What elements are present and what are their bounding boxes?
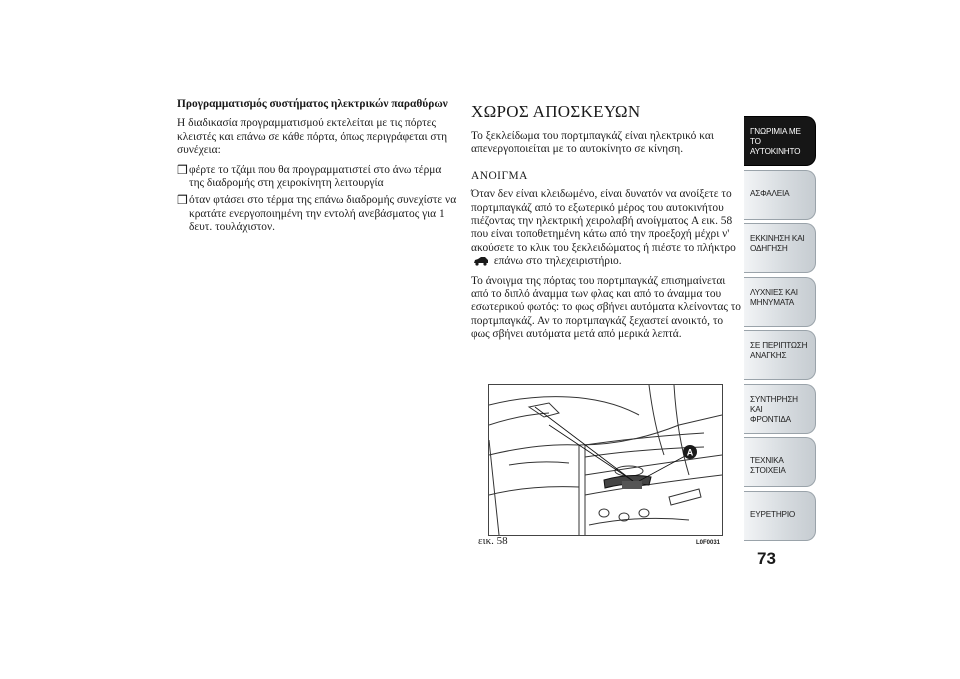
tailgate-drawing	[489, 385, 722, 535]
chapter-tabs	[744, 116, 816, 544]
section-title: ΧΩΡΟΣ ΑΠΟΣΚΕΥΩΝ	[471, 102, 641, 121]
figure-caption: εικ. 58	[478, 535, 508, 547]
tab-safety[interactable]	[744, 170, 816, 220]
tab-technical-data[interactable]	[744, 437, 816, 487]
opening-text-part2: επάνω στο τηλεχειριστήριο.	[493, 255, 622, 268]
tab-label: ΑΣΦΑΛΕΙΑ	[750, 188, 790, 198]
checkbox-bullet-icon: ❒	[177, 162, 188, 177]
tab-label: ΑΥΤΟΚΙΝΗΤΟ	[750, 147, 801, 156]
tab-label: ΜΗΝΥΜΑΤΑ	[750, 297, 795, 307]
checkbox-bullet-icon: ❒	[177, 193, 188, 208]
bullet-text: φέρτε το τζάμι που θα προγραμματιστεί στο άνω τέρμα της διαδρομής στη χειροκίνητη λειτουργία	[189, 163, 442, 190]
luggage-intro: Το ξεκλείδωμα του πορτμπαγκάζ είναι ηλεκτρικό και απενεργοποιείται με το αυτοκίνητο σε κίνηση.	[471, 130, 714, 156]
tab-label: ΣΥΝΤΗΡΗΣΗ ΚΑΙ	[750, 394, 798, 414]
list-item	[177, 164, 459, 191]
tab-label: ΕΥΡΕΤΗΡΙΟ	[750, 509, 796, 519]
list-item	[177, 194, 459, 234]
lights-paragraph: Το άνοιγμα της πόρτας του πορτμπαγκάζ επισημαίνεται από το διπλό άναμμα των φλας και από το άναμμα του εσωτερικού φωτός: το φως σβήνει αυτόματα κλείνοντας το πορτμπαγκάζ. Αν το πορτμπαγκάζ ξεχαστεί ανοικτό, το φως σβήνει αυτόματα μετά από μερικά λεπτά.	[471, 274, 741, 341]
window-programming-heading: Προγραμματισμός συστήματος ηλεκτρικών παραθύρων	[177, 98, 448, 110]
tab-index[interactable]	[744, 491, 816, 541]
tailgate-illustration	[488, 384, 723, 536]
tab-label: ΑΝΑΓΚΗΣ	[750, 351, 787, 360]
tab-lights-messages[interactable]	[744, 277, 816, 327]
tab-label: ΤΕΧΝΙΚΑ ΣΤΟΙΧΕΙΑ	[750, 456, 786, 475]
tab-label: ΛΥΧΝΙΕΣ ΚΑΙ	[750, 287, 798, 297]
tab-starting-driving[interactable]	[744, 223, 816, 273]
right-column	[471, 103, 743, 348]
page-number: 73	[757, 549, 776, 568]
car-trunk-icon	[473, 256, 489, 266]
tab-getting-to-know[interactable]	[744, 116, 816, 166]
tab-maintenance[interactable]	[744, 384, 816, 434]
opening-paragraph	[471, 188, 743, 268]
opening-text-part1: Όταν δεν είναι κλειδωμένο, είναι δυνατόν να ανοίξετε το πορτμπαγκάζ από το εξωτερικό μέρος του αυτοκινήτου πιέζοντας την ηλεκτρική χειρολαβή ανοίγματος A εικ. 58 που είναι τοποθετημένη κάτω από την προεξοχή μέχρι ν' ακούσετε το κλικ του ξεκλειδώματος ή πιέστε το πλήκτρο	[471, 188, 736, 254]
callout-a-label: A	[686, 447, 694, 458]
window-programming-intro: Η διαδικασία προγραμματισμού εκτελείται με τις πόρτες κλειστές και επάνω σε κάθε πόρτα, όπως περιγράφεται στη συνέχεια:	[177, 117, 448, 157]
bullet-text: όταν φτάσει στο τέρμα της επάνω διαδρομής συνεχίστε να κρατάτε ενεργοποιημένη την εντολή ανεβάσματος για 1 δευτ. τουλάχιστον.	[189, 194, 457, 234]
left-column	[177, 98, 459, 239]
tab-label: ΓΝΩΡΙΜΙΑ ΜΕ ΤΟ	[750, 127, 801, 146]
tab-emergency[interactable]	[744, 330, 816, 380]
tab-label: ΕΚΚΙΝΗΣΗ ΚΑΙ	[750, 234, 805, 243]
tab-label: ΟΔΗΓΗΣΗ	[750, 244, 788, 253]
tab-label: ΦΡΟΝΤΙΔΑ	[750, 414, 791, 424]
opening-subtitle: ΑΝΟΙΓΜΑ	[471, 169, 528, 182]
tab-label: ΣΕ ΠΕΡΙΠΤΩΣΗ	[750, 341, 808, 350]
figure-code: L0F0031	[696, 540, 721, 546]
